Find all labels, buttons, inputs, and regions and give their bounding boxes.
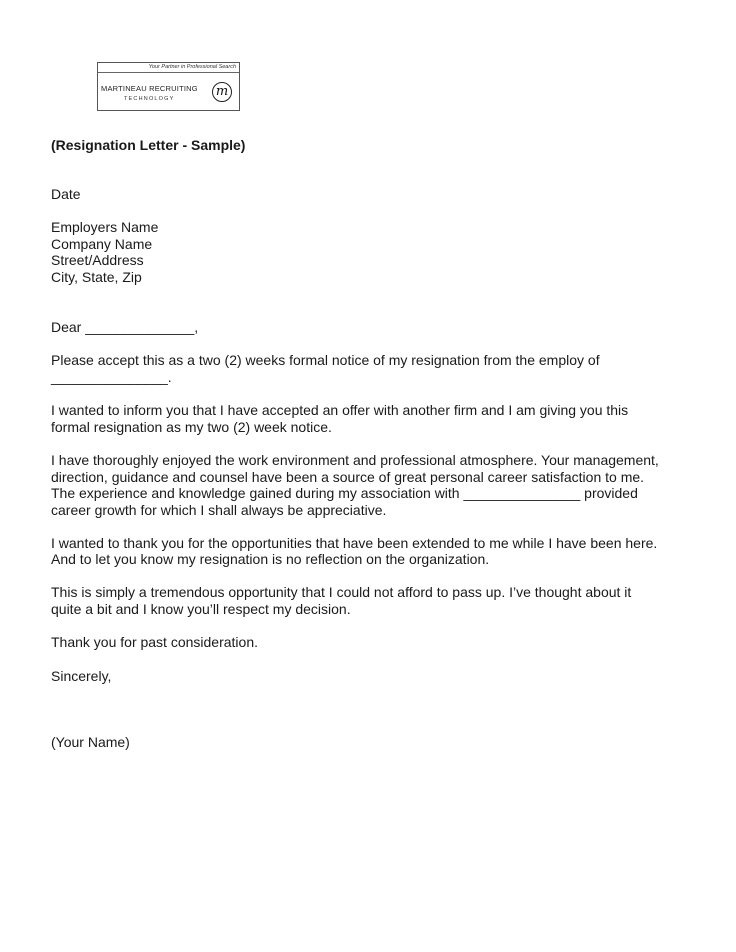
- company-logo: [97, 62, 240, 111]
- salutation: Dear ______________,: [51, 319, 199, 335]
- logo-division: TECHNOLOGY: [124, 96, 175, 102]
- paragraph-line: The experience and knowledge gained during my association with _______________ provided: [51, 485, 638, 501]
- recipient-company: Company Name: [51, 236, 153, 252]
- paragraph-line: career growth for which I shall always be appreciative.: [51, 502, 387, 518]
- closing: Sincerely,: [51, 668, 112, 684]
- paragraph-line: Please accept this as a two (2) weeks formal notice of my resignation from the employ of: [51, 352, 600, 368]
- paragraph-line: _______________.: [51, 369, 172, 385]
- signature-name: (Your Name): [51, 734, 130, 750]
- letter-title: (Resignation Letter - Sample): [51, 137, 246, 153]
- paragraph-line: This is simply a tremendous opportunity that I could not afford to pass up. I’ve thought about it: [51, 584, 632, 600]
- paragraph-line: direction, guidance and counsel have been a source of great personal career satisfaction to me.: [51, 469, 645, 485]
- logo-company-name: MARTINEAU RECRUITING: [101, 84, 198, 93]
- recipient-city: City, State, Zip: [51, 269, 142, 285]
- paragraph-line: I wanted to inform you that I have accepted an offer with another firm and I am giving you this: [51, 402, 629, 418]
- paragraph-line: Thank you for past consideration.: [51, 634, 259, 650]
- logo-tagline: Your Partner in Professional Search: [98, 63, 239, 73]
- paragraph-line: formal resignation as my two (2) week notice.: [51, 419, 332, 435]
- paragraph-line: I wanted to thank you for the opportunities that have been extended to me while I have been here.: [51, 535, 658, 551]
- paragraph-line: quite a bit and I know you’ll respect my decision.: [51, 601, 351, 617]
- recipient-street: Street/Address: [51, 252, 144, 268]
- paragraph-line: I have thoroughly enjoyed the work environment and professional atmosphere. Your management,: [51, 452, 659, 468]
- logo-mark-icon: m: [212, 82, 232, 102]
- date-line: Date: [51, 186, 81, 202]
- recipient-name: Employers Name: [51, 219, 159, 235]
- paragraph-line: And to let you know my resignation is no reflection on the organization.: [51, 551, 490, 567]
